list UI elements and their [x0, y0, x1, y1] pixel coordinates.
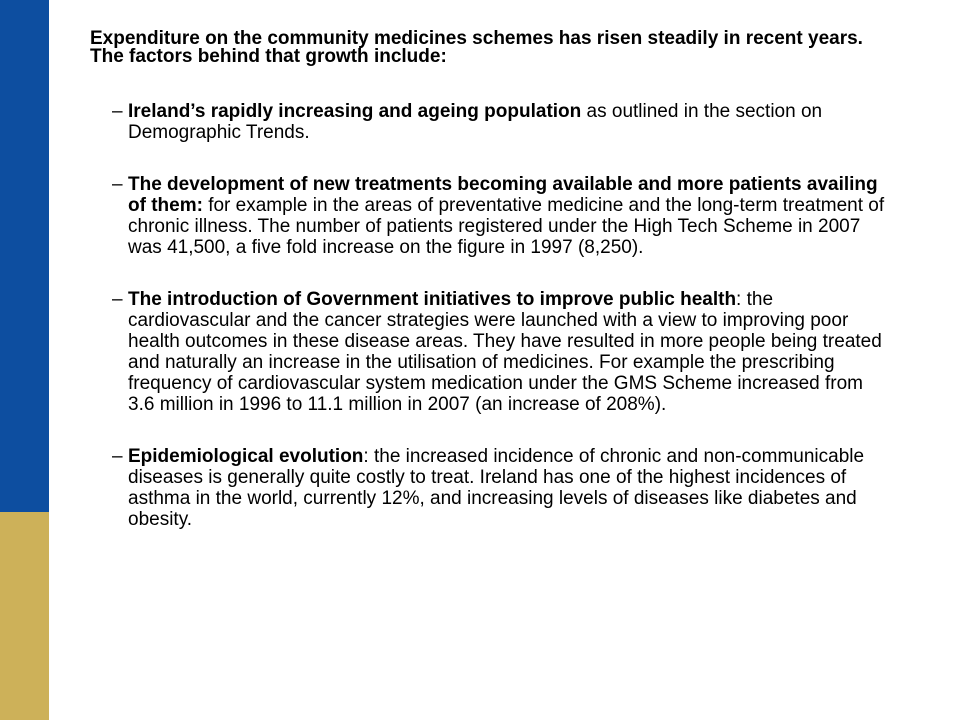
dash-bullet: – [112, 289, 123, 310]
factor-heading: The development of new treatments becoming available and more patients availing of them: [128, 174, 878, 216]
side-bar-gold [0, 512, 49, 720]
factor-text: : the increased incidence of chronic and non-communicable diseases is generally quite costly to treat. Ireland has one of the highest incidences of asthma in the world, currently 12%, and increasing levels of diseases like diabetes and obesity. [128, 446, 865, 530]
factor-item-epidemiological-evolution [90, 446, 890, 530]
factor-list [90, 101, 890, 530]
factor-heading: Epidemiological evolution [128, 446, 364, 467]
factor-text: : the cardiovascular and the cancer strategies were launched with a view to improving poor health outcomes in these disease areas. They have resulted in more people being treated and naturally an increase in the utilisation of medicines. For example the prescribing frequency of cardiovascular system medication under the GMS Scheme increased from 3.6 million in 1996 to 11.1 million in 2007 (an increase of 208%). [128, 289, 882, 415]
dash-bullet: – [112, 101, 123, 122]
dash-bullet: – [112, 174, 123, 195]
factor-heading: Ireland’s rapidly increasing and ageing population [128, 101, 582, 122]
dash-bullet: – [112, 446, 123, 467]
side-bar-blue [0, 0, 49, 512]
slide-body [90, 30, 890, 530]
factor-item-population [90, 101, 890, 143]
factor-item-government-initiatives [90, 289, 890, 415]
factor-text: as outlined in the section on Demographic Trends. [128, 101, 823, 143]
factor-text: for example in the areas of preventative medicine and the long-term treatment of chronic illness. The number of patients registered under the High Tech Scheme in 2007 was 41,500, a five fold increase on the figure in 1997 (8,250). [128, 195, 885, 258]
factor-heading: The introduction of Government initiatives to improve public health [128, 289, 737, 310]
factor-item-new-treatments [90, 174, 890, 258]
intro-text: Expenditure on the community medicines schemes has risen steadily in recent years. The factors behind that growth include: [90, 28, 863, 67]
